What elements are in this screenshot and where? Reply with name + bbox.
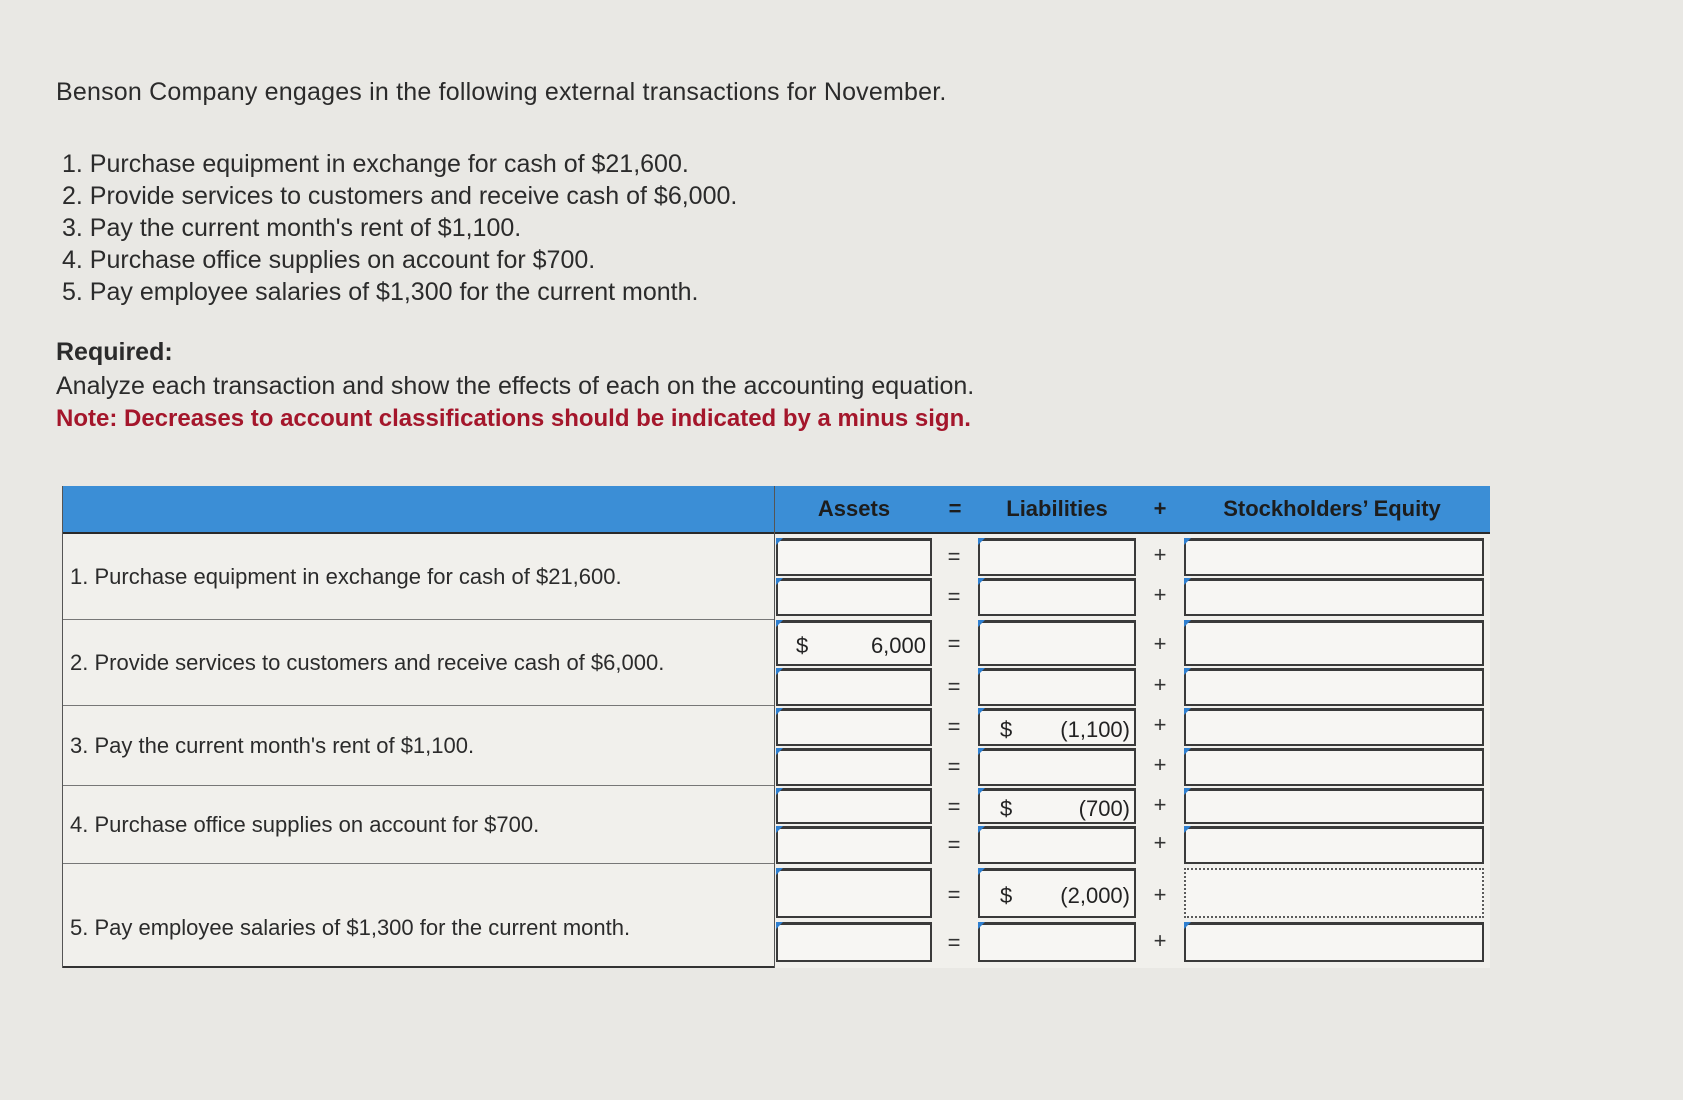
liabilities-input[interactable] bbox=[978, 748, 1136, 786]
transaction-item: 3. Pay the current month's rent of $1,100. bbox=[62, 214, 522, 242]
equity-input[interactable] bbox=[1184, 578, 1484, 616]
equals-sign: = bbox=[947, 544, 961, 569]
liabilities-currency: $ bbox=[1000, 883, 1013, 908]
plus-sign: + bbox=[1153, 752, 1167, 777]
plus-sign: + bbox=[1153, 928, 1167, 953]
assets-input[interactable] bbox=[776, 922, 932, 962]
liabilities-input[interactable] bbox=[978, 826, 1136, 864]
plus-sign: + bbox=[1153, 542, 1167, 567]
problem-intro: Benson Company engages in the following external transactions for November. bbox=[56, 78, 947, 106]
liabilities-input[interactable] bbox=[978, 868, 1136, 918]
required-text: Analyze each transaction and show the effects of each on the accounting equation. bbox=[56, 372, 975, 400]
equity-input[interactable] bbox=[1184, 708, 1484, 746]
liabilities-currency: $ bbox=[1000, 717, 1013, 742]
assets-currency: $ bbox=[796, 633, 809, 658]
equals-sign: = bbox=[947, 882, 961, 907]
table-border bbox=[774, 486, 775, 968]
row-description-text: 5. Pay employee salaries of $1,300 for the current month. bbox=[70, 915, 631, 940]
assets-input[interactable] bbox=[776, 868, 932, 918]
header-plus: + bbox=[1153, 496, 1167, 521]
row-description-text: 4. Purchase office supplies on account for $700. bbox=[70, 811, 540, 837]
liabilities-currency: $ bbox=[1000, 796, 1013, 821]
liabilities-input[interactable] bbox=[978, 668, 1136, 706]
assets-input[interactable] bbox=[776, 578, 932, 616]
required-title: Required: bbox=[56, 338, 173, 366]
plus-sign: + bbox=[1153, 792, 1167, 817]
row-description-text: 1. Purchase equipment in exchange for cash of $21,600. bbox=[70, 563, 622, 589]
plus-sign: + bbox=[1153, 672, 1167, 697]
equity-input[interactable] bbox=[1184, 538, 1484, 576]
row-description bbox=[62, 620, 774, 706]
liabilities-amount: (700) bbox=[1078, 796, 1130, 821]
liabilities-input[interactable] bbox=[978, 788, 1136, 824]
assets-input[interactable] bbox=[776, 826, 932, 864]
assets-input[interactable] bbox=[776, 668, 932, 706]
transaction-list bbox=[62, 148, 737, 308]
row-description bbox=[62, 864, 774, 968]
transaction-item: 1. Purchase equipment in exchange for cash of $21,600. bbox=[62, 150, 689, 178]
row-description bbox=[62, 786, 774, 864]
assets-amount: 6,000 bbox=[870, 633, 926, 658]
table-border bbox=[62, 486, 63, 968]
transaction-item: 2. Provide services to customers and receive cash of $6,000. bbox=[62, 182, 738, 210]
plus-sign: + bbox=[1153, 830, 1167, 855]
assets-input[interactable] bbox=[776, 538, 932, 576]
equals-sign: = bbox=[947, 584, 961, 609]
liabilities-input[interactable] bbox=[978, 578, 1136, 616]
note-text: Note: Decreases to account classifications should be indicated by a minus sign. bbox=[56, 405, 971, 432]
plus-sign: + bbox=[1153, 631, 1167, 656]
equals-sign: = bbox=[947, 794, 961, 819]
liabilities-input[interactable] bbox=[978, 922, 1136, 962]
equals-sign: = bbox=[947, 832, 961, 857]
equity-input-active[interactable] bbox=[1184, 868, 1484, 918]
assets-input[interactable] bbox=[776, 788, 932, 824]
accounting-equation-table bbox=[62, 486, 1490, 968]
transaction-item: 4. Purchase office supplies on account for $700. bbox=[62, 246, 596, 274]
liabilities-amount: (2,000) bbox=[1060, 883, 1130, 908]
equals-sign: = bbox=[947, 754, 961, 779]
row-description-text: 3. Pay the current month's rent of $1,100. bbox=[70, 732, 475, 758]
row-description bbox=[62, 534, 774, 620]
assets-input[interactable] bbox=[776, 748, 932, 786]
equals-sign: = bbox=[947, 930, 961, 955]
header-liabilities: Liabilities bbox=[1006, 496, 1108, 521]
equity-input[interactable] bbox=[1184, 826, 1484, 864]
row-description-text: 2. Provide services to customers and receive cash of $6,000. bbox=[70, 649, 665, 675]
header-assets: Assets bbox=[817, 496, 891, 521]
equity-input[interactable] bbox=[1184, 668, 1484, 706]
equals-sign: = bbox=[947, 631, 961, 656]
table-header bbox=[62, 486, 1490, 534]
equity-input[interactable] bbox=[1184, 922, 1484, 962]
liabilities-input[interactable] bbox=[978, 538, 1136, 576]
equity-input[interactable] bbox=[1184, 788, 1484, 824]
liabilities-input[interactable] bbox=[978, 620, 1136, 666]
liabilities-amount: (1,100) bbox=[1060, 717, 1130, 742]
plus-sign: + bbox=[1153, 882, 1167, 907]
equals-sign: = bbox=[947, 714, 961, 739]
assets-input[interactable] bbox=[776, 708, 932, 746]
equity-input[interactable] bbox=[1184, 620, 1484, 666]
equals-sign: = bbox=[947, 674, 961, 699]
assets-input[interactable] bbox=[776, 620, 932, 666]
row-description bbox=[62, 706, 774, 786]
header-stockholders-equity: Stockholders’ Equity bbox=[1223, 496, 1441, 521]
plus-sign: + bbox=[1153, 582, 1167, 607]
plus-sign: + bbox=[1153, 712, 1167, 737]
liabilities-input[interactable] bbox=[978, 708, 1136, 746]
transaction-item: 5. Pay employee salaries of $1,300 for the current month. bbox=[62, 278, 699, 306]
header-equals: = bbox=[948, 496, 962, 521]
equity-input[interactable] bbox=[1184, 748, 1484, 786]
